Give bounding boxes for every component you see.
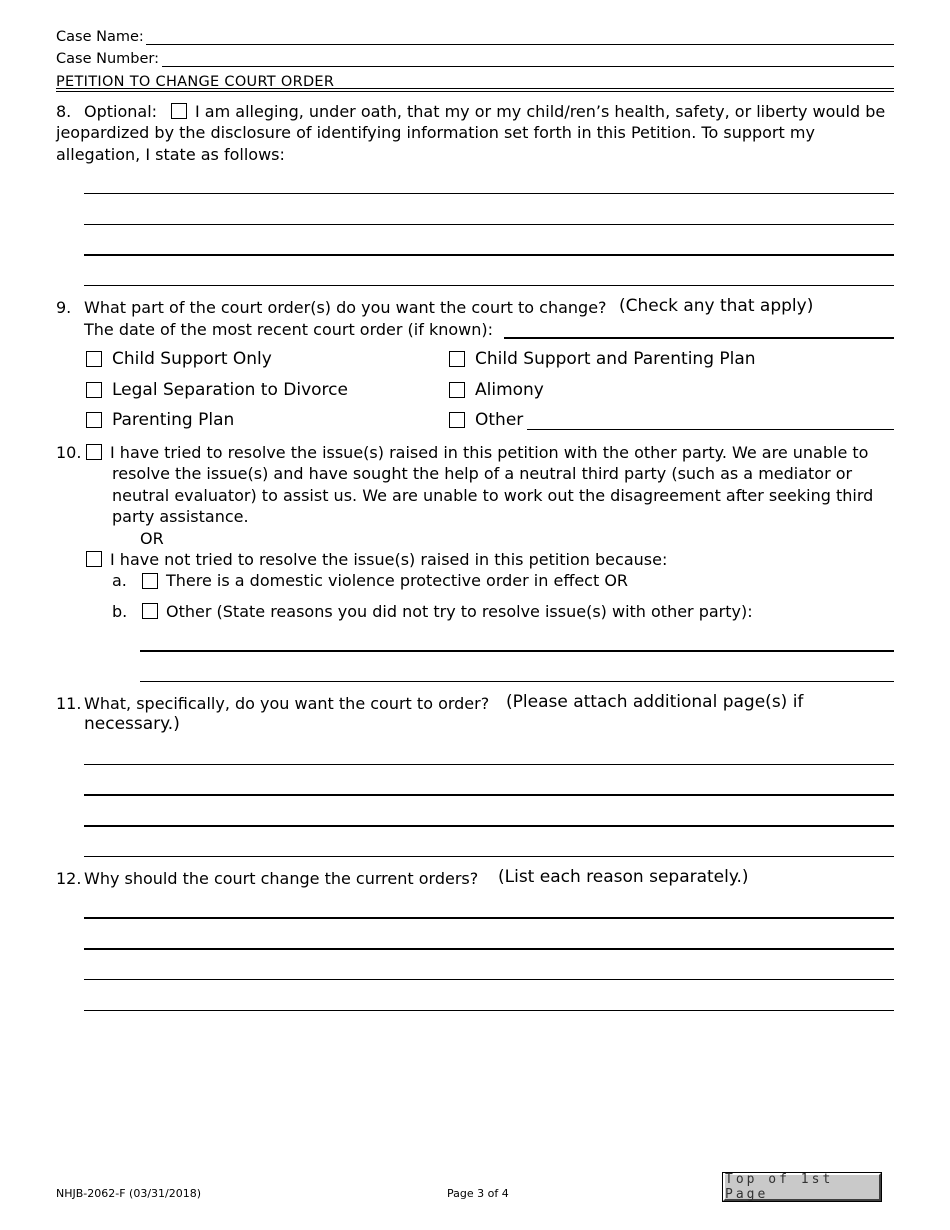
- item8-answer-line-2[interactable]: [84, 224, 894, 225]
- top-of-first-page-button[interactable]: Top of 1st Page: [723, 1173, 881, 1201]
- item10-not-tried-checkbox[interactable]: [86, 551, 102, 567]
- case-name-field[interactable]: [146, 44, 894, 45]
- item12-answer-line-4[interactable]: [84, 1010, 894, 1011]
- item10-tried-checkbox[interactable]: [86, 444, 102, 460]
- item9-number: 9.: [56, 298, 72, 317]
- item9-date-field[interactable]: [504, 337, 894, 339]
- item11-answer-line-4[interactable]: [84, 856, 894, 857]
- checkbox-parenting-plan[interactable]: [86, 412, 102, 428]
- case-name-label: Case Name:: [56, 29, 144, 45]
- item11-hint-line2: necessary.): [84, 714, 180, 734]
- checkbox-child-support-parenting-plan[interactable]: [449, 351, 465, 367]
- checkbox-legal-separation[interactable]: [86, 382, 102, 398]
- header-divider: [56, 88, 894, 89]
- option-legal-separation: Legal Separation to Divorce: [112, 380, 348, 400]
- item10-sub-b-text: Other (State reasons you did not try to resolve issue(s) with other party):: [166, 602, 753, 621]
- footer-page-number: Page 3 of 4: [447, 1187, 509, 1200]
- item8-checkbox[interactable]: [171, 103, 187, 119]
- option-child-support-only: Child Support Only: [112, 349, 272, 369]
- item12-answer-line-3[interactable]: [84, 979, 894, 980]
- header-divider-double: [56, 91, 894, 92]
- item10-line3: neutral evaluator) to assist us. We are unable to work out the disagreement after seeking third: [112, 486, 874, 505]
- item11-number: 11.: [56, 694, 82, 713]
- case-number-field[interactable]: [162, 66, 894, 67]
- option-other-field[interactable]: [527, 429, 894, 430]
- item10-reason-line-2[interactable]: [140, 681, 894, 682]
- option-parenting-plan: Parenting Plan: [112, 410, 235, 430]
- item8-text-line2: jeopardized by the disclosure of identifying information set forth in this Petition. To support my: [56, 123, 815, 142]
- item9-hint: (Check any that apply): [619, 296, 814, 316]
- case-number-label: Case Number:: [56, 51, 159, 67]
- item8-answer-line-3[interactable]: [84, 254, 894, 256]
- item8-answer-line-1[interactable]: [84, 193, 894, 194]
- item10-sub-a-text: There is a domestic violence protective order in effect OR: [166, 571, 629, 590]
- item10-reason-line-1[interactable]: [140, 650, 894, 652]
- item8-text-line3: allegation, I state as follows:: [56, 145, 285, 164]
- footer-form-id: NHJB-2062-F (03/31/2018): [56, 1187, 202, 1200]
- item11-answer-line-3[interactable]: [84, 825, 894, 827]
- item11-hint-line1: (Please attach additional page(s) if: [506, 692, 804, 712]
- option-child-support-parenting-plan: Child Support and Parenting Plan: [475, 349, 756, 369]
- item8-number: 8.: [56, 102, 72, 121]
- item8-text-line1: I am alleging, under oath, that my or my child/ren’s health, safety, or liberty would be: [195, 102, 886, 121]
- checkbox-other[interactable]: [449, 412, 465, 428]
- item11-answer-line-1[interactable]: [84, 764, 894, 765]
- item10-not-tried-text: I have not tried to resolve the issue(s) raised in this petition because:: [110, 550, 668, 569]
- item10-sub-a-checkbox[interactable]: [142, 573, 158, 589]
- item9-question: What part of the court order(s) do you want the court to change?: [84, 298, 607, 317]
- item12-answer-line-2[interactable]: [84, 948, 894, 950]
- form-title: PETITION TO CHANGE COURT ORDER: [56, 74, 335, 90]
- option-alimony: Alimony: [475, 380, 544, 400]
- item12-number: 12.: [56, 869, 82, 888]
- item10-sub-b-checkbox[interactable]: [142, 603, 158, 619]
- item12-hint: (List each reason separately.): [498, 867, 749, 887]
- item11-question: What, specifically, do you want the court to order?: [84, 694, 490, 713]
- item10-or: OR: [140, 529, 164, 548]
- item8-optional-label: Optional:: [84, 102, 158, 121]
- item10-sub-a-label: a.: [112, 571, 127, 590]
- item12-answer-line-1[interactable]: [84, 917, 894, 919]
- item10-line1: I have tried to resolve the issue(s) raised in this petition with the other party. We are unable to: [110, 443, 869, 462]
- item9-date-label: The date of the most recent court order (if known):: [84, 320, 494, 339]
- item10-number: 10.: [56, 443, 82, 462]
- item10-line4: party assistance.: [112, 507, 249, 526]
- checkbox-child-support-only[interactable]: [86, 351, 102, 367]
- item10-sub-b-label: b.: [112, 602, 128, 621]
- item11-answer-line-2[interactable]: [84, 794, 894, 796]
- item10-line2: resolve the issue(s) and have sought the help of a neutral third party (such as a mediator or: [112, 464, 853, 483]
- option-other: Other: [475, 410, 524, 430]
- item8-answer-line-4[interactable]: [84, 285, 894, 286]
- checkbox-alimony[interactable]: [449, 382, 465, 398]
- item12-question: Why should the court change the current orders?: [84, 869, 479, 888]
